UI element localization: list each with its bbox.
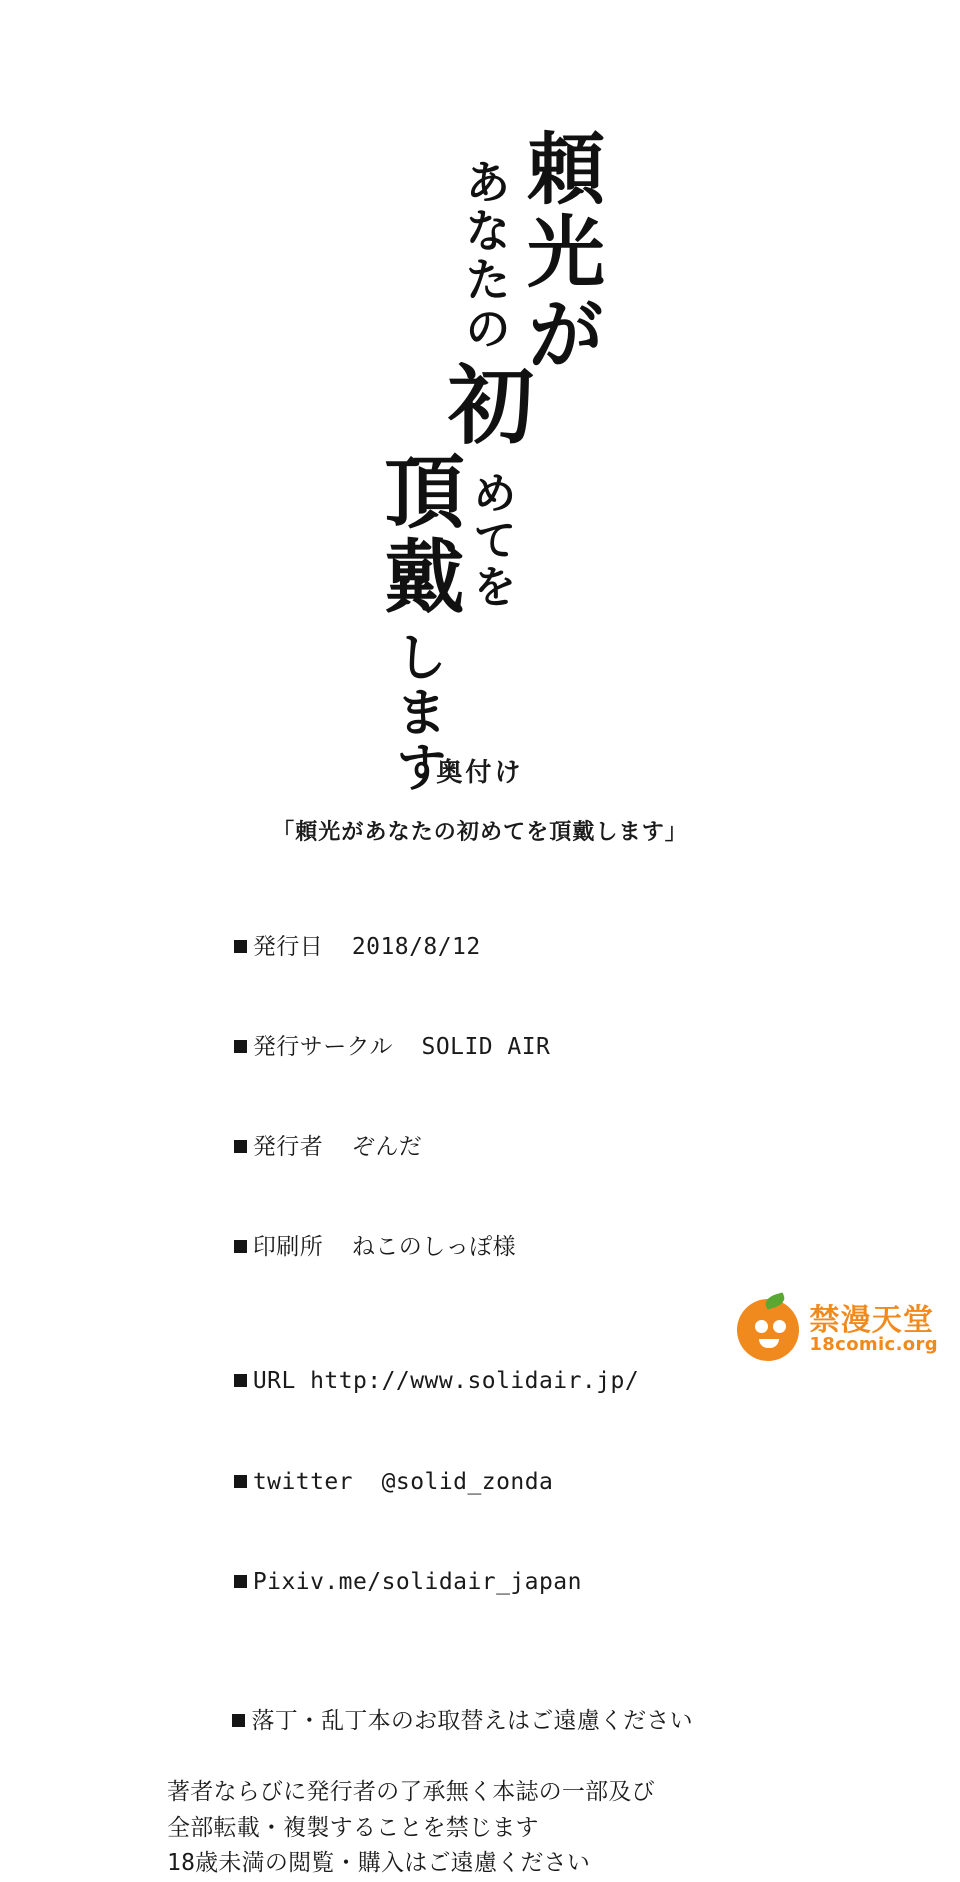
square-bullet-icon xyxy=(234,1475,247,1488)
orange-mascot-icon xyxy=(737,1299,799,1361)
info-row xyxy=(148,898,960,998)
notice-line: 全部転載・複製することを禁じます xyxy=(167,1814,539,1841)
website-link[interactable]: http://www.solidair.jp/ xyxy=(310,1368,640,1395)
colophon-heading: 奥付け xyxy=(436,758,524,788)
square-bullet-icon xyxy=(234,1374,247,1387)
info-row xyxy=(148,1198,960,1298)
info-value: SOLID AIR xyxy=(421,1034,551,1061)
info-label: 印刷所 xyxy=(252,1234,324,1261)
info-value: 2018/8/12 xyxy=(351,934,481,961)
watermark-subtitle: 18comic.org xyxy=(809,1334,938,1356)
link-label: twitter xyxy=(252,1468,353,1495)
publication-info-block xyxy=(0,898,960,1298)
title-column-4: めてを xyxy=(465,470,516,610)
pixiv-link[interactable]: Pixiv.me/solidair_japan xyxy=(252,1568,582,1595)
square-bullet-icon xyxy=(234,1040,247,1053)
notice-block xyxy=(0,1668,960,1882)
links-block xyxy=(0,1332,960,1632)
watermark-title: 禁漫天堂 xyxy=(809,1302,935,1338)
colophon-subtitle: 「頼光があなたの初めてを頂戴します」 xyxy=(272,820,688,845)
info-row xyxy=(148,1098,960,1198)
title-column-5: 頂戴 xyxy=(371,450,465,620)
title-column-2: あなたの xyxy=(458,158,512,354)
notice-line xyxy=(148,1668,960,1775)
info-label: 発行者 xyxy=(252,1134,324,1161)
square-bullet-icon xyxy=(232,1714,245,1727)
notice-line: 18歳未満の閲覧・購入はご遠慮ください xyxy=(167,1850,591,1877)
notice-line: 著者ならびに発行者の了承無く本誌の一部及び xyxy=(167,1779,655,1806)
link-label: URL xyxy=(252,1368,296,1395)
square-bullet-icon xyxy=(234,1140,247,1153)
square-bullet-icon xyxy=(234,940,247,953)
info-label: 発行サークル xyxy=(252,1034,393,1061)
info-row xyxy=(148,998,960,1098)
watermark-text xyxy=(809,1302,938,1356)
notice-text: 落丁・乱丁本のお取替えはご遠慮ください xyxy=(251,1707,693,1734)
site-watermark xyxy=(737,1299,938,1361)
title-column-1: 頼光が xyxy=(514,128,605,377)
link-row-pixiv xyxy=(148,1532,960,1632)
twitter-handle[interactable]: @solid_zonda xyxy=(381,1468,554,1495)
title-column-6: します xyxy=(386,630,447,796)
info-value: ねこのしっぽ様 xyxy=(351,1234,517,1261)
title-column-3: 初 xyxy=(433,360,534,452)
link-row-twitter xyxy=(148,1432,960,1532)
info-label: 発行日 xyxy=(252,934,324,961)
square-bullet-icon xyxy=(234,1240,247,1253)
square-bullet-icon xyxy=(234,1575,247,1588)
info-value: ぞんだ xyxy=(351,1134,423,1161)
